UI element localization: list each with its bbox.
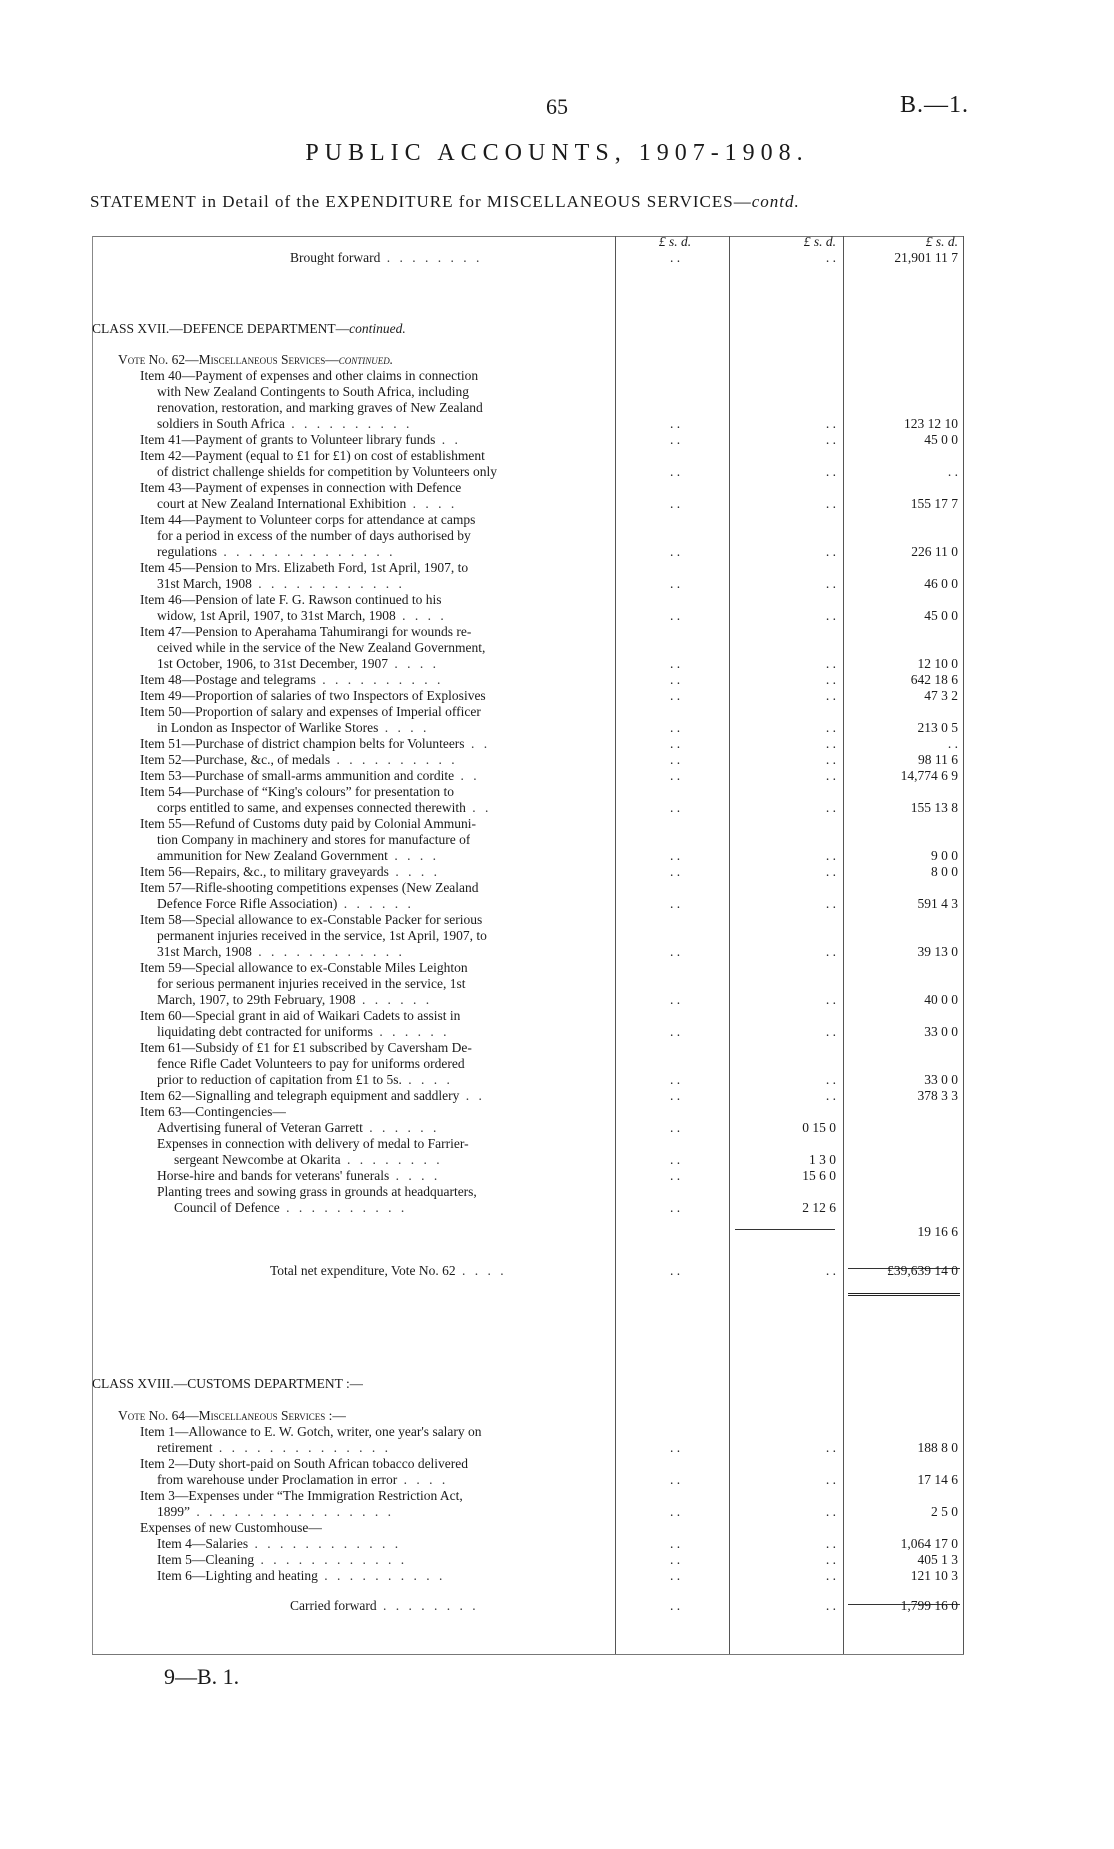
row-description: March, 1907, to 29th February, 1908 . . . . . . xyxy=(157,992,433,1007)
row-description: Item 6—Lighting and heating . . . . . . . . . . xyxy=(157,1568,446,1583)
amount-c3: 19 16 6 xyxy=(917,1224,958,1239)
amount-c1: . . xyxy=(669,1568,681,1583)
amount-c2: 2 12 6 xyxy=(802,1200,836,1215)
amount-c3: 40 0 0 xyxy=(924,992,958,1007)
amount-c3: 8 0 0 xyxy=(931,864,958,879)
row-description: Horse-hire and bands for veterans' funerals . . . . xyxy=(157,1168,441,1183)
amount-c3: 642 18 6 xyxy=(910,672,958,687)
table-row xyxy=(0,416,1114,432)
leader-dots: . . . . xyxy=(388,656,439,671)
leader-dots: . . . . xyxy=(387,848,439,863)
amount-c2: . . xyxy=(825,800,836,815)
leader-dots: . . . . . . . . . . xyxy=(315,672,444,687)
amount-c2: . . xyxy=(825,1024,836,1039)
amount-c3: 2 5 0 xyxy=(931,1504,958,1519)
leader-dots: . . . . . . . . xyxy=(340,1152,443,1167)
amount-c3: £39,639 14 0 xyxy=(887,1263,958,1278)
amount-c2: . . xyxy=(825,992,836,1007)
table-row xyxy=(0,672,1114,688)
leader-dots: . . . . . . . . . . xyxy=(284,416,413,431)
leader-dots: . . . . . . xyxy=(355,992,433,1007)
table-row xyxy=(0,976,1114,992)
row-description: CLASS XVII.—DEFENCE DEPARTMENT—continued. xyxy=(92,321,406,336)
amount-c1: . . xyxy=(669,1120,681,1135)
amount-c1: . . xyxy=(669,250,681,265)
amount-c2: . . xyxy=(825,608,836,623)
amount-c2: . . xyxy=(825,496,836,511)
amount-c2: . . xyxy=(825,720,836,735)
amount-c1: . . xyxy=(669,736,681,751)
amount-c3: 378 3 3 xyxy=(917,1088,958,1103)
row-description: Total net expenditure, Vote No. 62 . . . . xyxy=(270,1263,507,1278)
amount-c3: 226 11 0 xyxy=(911,544,958,559)
row-description: Item 40—Payment of expenses and other claims in connection xyxy=(140,368,479,383)
document-reference: B.—1. xyxy=(900,92,970,118)
row-description: retirement . . . . . . . . . . . . . . xyxy=(157,1440,391,1455)
table-row xyxy=(0,848,1114,864)
amount-c2: . . xyxy=(825,1568,836,1583)
row-description: Item 63—Contingencies— xyxy=(140,1104,286,1119)
table-row xyxy=(0,1456,1114,1472)
row-description: Item 49—Proportion of salaries of two Inspectors of Explosives xyxy=(140,688,486,703)
table-row xyxy=(0,1408,1114,1424)
row-description: Item 59—Special allowance to ex-Constable Miles Leighton xyxy=(140,960,468,975)
amount-c2: . . xyxy=(825,1263,836,1278)
table-row xyxy=(0,640,1114,656)
row-description: widow, 1st April, 1907, to 31st March, 1908 . . . . xyxy=(157,608,447,623)
leader-dots: . . . . . . . . . . xyxy=(330,752,458,767)
leader-dots: . . . . xyxy=(389,1168,441,1183)
amount-c3: 1,799 16 0 xyxy=(900,1598,958,1613)
leader-dots: . . xyxy=(454,768,480,783)
amount-c2: . . xyxy=(825,848,836,863)
table-row xyxy=(0,1088,1114,1104)
table-row xyxy=(0,832,1114,848)
table-row xyxy=(0,560,1114,576)
row-description: Carried forward . . . . . . . . xyxy=(290,1598,479,1613)
row-description: prior to reduction of capitation from £1 to 5s. . . . . xyxy=(157,1072,453,1087)
row-description: for serious permanent injuries received in the service, 1st xyxy=(157,976,466,991)
amount-c1: . . xyxy=(669,432,681,447)
amount-c2: . . xyxy=(825,1072,836,1087)
amount-c2: . . xyxy=(825,1504,836,1519)
amount-c2: . . xyxy=(825,944,836,959)
amount-c3: 155 13 8 xyxy=(910,800,958,815)
amount-c1: . . xyxy=(669,672,681,687)
amount-c2: 0 15 0 xyxy=(802,1120,836,1135)
leader-dots: . . . . . . . . . . . . xyxy=(251,576,405,591)
row-description: of district challenge shields for competition by Volunteers only xyxy=(157,464,497,479)
table-row xyxy=(0,656,1114,672)
amount-c1: . . xyxy=(669,864,681,879)
amount-c3: 123 12 10 xyxy=(904,416,958,431)
leader-dots: . . . . xyxy=(395,608,447,623)
row-description: Expenses in connection with delivery of medal to Farrier- xyxy=(157,1136,469,1151)
amount-c1: . . xyxy=(669,1504,681,1519)
amount-c3: 45 0 0 xyxy=(924,608,958,623)
table-row xyxy=(0,1120,1114,1136)
amount-c1: . . xyxy=(669,1598,681,1613)
row-description: Item 57—Rifle-shooting competitions expenses (New Zealand xyxy=(140,880,479,895)
row-description: sergeant Newcombe at Okarita . . . . . . . . xyxy=(174,1152,443,1167)
amount-c1: . . xyxy=(669,1472,681,1487)
row-description: Item 50—Proportion of salary and expenses of Imperial officer xyxy=(140,704,481,719)
amount-c3: 188 8 0 xyxy=(917,1440,958,1455)
amount-c1: . . xyxy=(669,1440,681,1455)
leader-dots: . . . . . . . . . . xyxy=(317,1568,446,1583)
amount-c1: . . xyxy=(669,656,681,671)
leader-dots: . . . . . . . . xyxy=(380,250,483,265)
leader-dots: . . xyxy=(435,432,461,447)
table-row xyxy=(0,1168,1114,1184)
amount-c2: . . xyxy=(825,656,836,671)
amount-c1: . . xyxy=(669,496,681,511)
row-description: 31st March, 1908 . . . . . . . . . . . . xyxy=(157,944,405,959)
table-row xyxy=(0,250,1114,266)
amount-c3: 1,064 17 0 xyxy=(900,1536,958,1551)
amount-c3: 47 3 2 xyxy=(924,688,958,703)
amount-c2: . . xyxy=(825,250,836,265)
table-row xyxy=(0,1472,1114,1488)
amount-c1: . . xyxy=(669,720,681,735)
amount-c2: . . xyxy=(825,544,836,559)
amount-c2: . . xyxy=(825,1536,836,1551)
amount-c1: . . xyxy=(669,1024,681,1039)
row-description: regulations . . . . . . . . . . . . . . xyxy=(157,544,396,559)
amount-c1: . . xyxy=(669,1088,681,1103)
amount-c1: . . xyxy=(669,1263,681,1278)
row-description: from warehouse under Proclamation in error . . . . xyxy=(157,1472,449,1487)
amount-c3: . . xyxy=(947,464,958,479)
leader-dots: . . . . xyxy=(401,1072,453,1087)
row-description: Expenses of new Customhouse— xyxy=(140,1520,322,1535)
table-row xyxy=(0,432,1114,448)
table-row xyxy=(0,480,1114,496)
amount-c3: 14,774 6 9 xyxy=(900,768,958,783)
amount-c1: . . xyxy=(669,1536,681,1551)
leader-dots: . . . . . . . . . . . . . . xyxy=(212,1440,391,1455)
statement-subtitle: STATEMENT in Detail of the EXPENDITURE for MISCELLANEOUS SERVICES—contd. xyxy=(90,192,800,211)
table-row xyxy=(0,234,1114,250)
table-row xyxy=(0,1056,1114,1072)
row-description: Item 41—Payment of grants to Volunteer library funds . . xyxy=(140,432,461,447)
table-row xyxy=(0,544,1114,560)
table-row xyxy=(0,448,1114,464)
table-row xyxy=(0,400,1114,416)
amount-c2: . . xyxy=(825,1440,836,1455)
amount-c1: . . xyxy=(669,1200,681,1215)
row-description: Defence Force Rifle Association) . . . . . . xyxy=(157,896,414,911)
amount-c2: 1 3 0 xyxy=(809,1152,836,1167)
row-description: CLASS XVIII.—CUSTOMS DEPARTMENT :— xyxy=(92,1376,364,1391)
leader-dots: . . . . . . xyxy=(372,1024,450,1039)
table-row xyxy=(0,321,1114,337)
amount-c3: 46 0 0 xyxy=(924,576,958,591)
table-row xyxy=(0,880,1114,896)
amount-c3: 9 0 0 xyxy=(931,848,958,863)
amount-c3: £ s. d. xyxy=(925,234,958,249)
row-description: 1899” . . . . . . . . . . . . . . . . xyxy=(157,1504,394,1519)
amount-c1: . . xyxy=(669,1072,681,1087)
row-description: Item 55—Refund of Customs duty paid by Colonial Ammuni- xyxy=(140,816,476,831)
row-description: Vote No. 64—Miscellaneous Services :— xyxy=(118,1408,346,1423)
amount-c2: . . xyxy=(825,1472,836,1487)
table-row xyxy=(0,592,1114,608)
amount-c2: . . xyxy=(825,672,836,687)
row-description: Planting trees and sowing grass in grounds at headquarters, xyxy=(157,1184,477,1199)
leader-dots: . . . . xyxy=(397,1472,449,1487)
amount-c2: . . xyxy=(825,432,836,447)
table-row xyxy=(0,1104,1114,1120)
table-row xyxy=(0,368,1114,384)
row-description: for a period in excess of the number of days authorised by xyxy=(157,528,471,543)
amount-c1: . . xyxy=(669,416,681,431)
amount-c1: . . xyxy=(669,1168,681,1183)
table-row xyxy=(0,1488,1114,1504)
leader-dots: . . xyxy=(464,736,491,751)
page-number: 65 xyxy=(546,94,568,119)
row-description: Item 47—Pension to Aperahama Tahumirangi for wounds re- xyxy=(140,624,472,639)
table-row xyxy=(0,912,1114,928)
row-description: renovation, restoration, and marking graves of New Zealand xyxy=(157,400,483,415)
table-row xyxy=(0,688,1114,704)
row-description: Item 43—Payment of expenses in connection with Defence xyxy=(140,480,462,495)
leader-dots: . . xyxy=(465,800,492,815)
table-row xyxy=(0,704,1114,720)
amount-c3: 17 14 6 xyxy=(917,1472,958,1487)
row-description: fence Rifle Cadet Volunteers to pay for uniforms ordered xyxy=(157,1056,465,1071)
row-description: Brought forward . . . . . . . . xyxy=(290,250,483,265)
table-row xyxy=(0,1200,1114,1216)
table-row xyxy=(0,1424,1114,1440)
amount-c3: 405 1 3 xyxy=(917,1552,958,1567)
amount-c1: £ s. d. xyxy=(658,234,692,249)
row-description: court at New Zealand International Exhibition . . . . xyxy=(157,496,458,511)
amount-c2: £ s. d. xyxy=(803,234,836,249)
leader-dots: . . . . . . . . . . xyxy=(279,1200,408,1215)
row-description: Item 1—Allowance to E. W. Gotch, writer, one year's salary on xyxy=(140,1424,482,1439)
table-row xyxy=(0,992,1114,1008)
amount-c2: . . xyxy=(825,736,836,751)
table-frame-bottom xyxy=(92,1654,964,1655)
row-description: 31st March, 1908 . . . . . . . . . . . . xyxy=(157,576,405,591)
row-description: Item 58—Special allowance to ex-Constable Packer for serious xyxy=(140,912,483,927)
row-description: Item 4—Salaries . . . . . . . . . . . . xyxy=(157,1536,402,1551)
table-row xyxy=(0,1520,1114,1536)
leader-dots: . . . . . . xyxy=(362,1120,440,1135)
leader-dots: . . . . xyxy=(378,720,430,735)
row-description: Item 60—Special grant in aid of Waikari Cadets to assist in xyxy=(140,1008,461,1023)
amount-c2: . . xyxy=(825,1088,836,1103)
table-row xyxy=(0,1024,1114,1040)
amount-c3: 33 0 0 xyxy=(924,1024,958,1039)
amount-c2: 15 6 0 xyxy=(802,1168,836,1183)
amount-c2: . . xyxy=(825,896,836,911)
page-title: PUBLIC ACCOUNTS, 1907-1908. xyxy=(305,140,809,166)
row-description: Advertising funeral of Veteran Garrett . . . . . . xyxy=(157,1120,440,1135)
row-description: Item 54—Purchase of “King's colours” for presentation to xyxy=(140,784,454,799)
amount-c2: . . xyxy=(825,1552,836,1567)
row-description: Item 62—Signalling and telegraph equipment and saddlery . . xyxy=(140,1088,485,1103)
amount-c1: . . xyxy=(669,848,681,863)
table-row xyxy=(0,352,1114,368)
row-description: with New Zealand Contingents to South Africa, including xyxy=(157,384,469,399)
table-row xyxy=(0,1552,1114,1568)
amount-c1: . . xyxy=(669,944,681,959)
amount-c2: . . xyxy=(825,416,836,431)
row-description: tion Company in machinery and stores for manufacture of xyxy=(157,832,471,847)
table-row xyxy=(0,1376,1114,1392)
amount-c3: 155 17 7 xyxy=(910,496,958,511)
amount-c2: . . xyxy=(825,752,836,767)
amount-c2: . . xyxy=(825,688,836,703)
amount-c3: 12 10 0 xyxy=(917,656,958,671)
leader-dots: . . . . . . . . . . . . . . . . xyxy=(190,1504,394,1519)
row-description: soldiers in South Africa . . . . . . . . . . xyxy=(157,416,413,431)
amount-c1: . . xyxy=(669,896,681,911)
leader-dots: . . . . xyxy=(388,864,440,879)
amount-c3: 121 10 3 xyxy=(910,1568,958,1583)
amount-c1: . . xyxy=(669,800,681,815)
row-description: ceived while in the service of the New Zealand Government, xyxy=(157,640,486,655)
table-row xyxy=(0,960,1114,976)
row-description: Item 61—Subsidy of £1 for £1 subscribed by Caversham De- xyxy=(140,1040,472,1055)
row-description: Item 2—Duty short-paid on South African tobacco delivered xyxy=(140,1456,469,1471)
table-row xyxy=(0,720,1114,736)
table-row xyxy=(0,864,1114,880)
row-description: Item 56—Repairs, &c., to military graveyards . . . . xyxy=(140,864,440,879)
leader-dots: . . . . . . . . . . . . . . xyxy=(217,544,396,559)
table-row xyxy=(0,1184,1114,1200)
amount-c1: . . xyxy=(669,576,681,591)
leader-dots: . . . . . . . . . . . . xyxy=(251,944,405,959)
amount-c2: . . xyxy=(825,864,836,879)
row-description: Item 51—Purchase of district champion belts for Volunteers . . xyxy=(140,736,491,751)
amount-c2: . . xyxy=(825,464,836,479)
amount-c3: . . xyxy=(947,736,958,751)
table-row xyxy=(0,1568,1114,1584)
amount-c3: 33 0 0 xyxy=(924,1072,958,1087)
row-description: Council of Defence . . . . . . . . . . xyxy=(174,1200,408,1215)
row-description: Item 44—Payment to Volunteer corps for attendance at camps xyxy=(140,512,476,527)
amount-c1: . . xyxy=(669,544,681,559)
amount-c1: . . xyxy=(669,768,681,783)
row-description: Item 3—Expenses under “The Immigration Restriction Act, xyxy=(140,1488,463,1503)
row-description: Item 42—Payment (equal to £1 for £1) on cost of establishment xyxy=(140,448,485,463)
table-row xyxy=(0,928,1114,944)
table-row xyxy=(0,464,1114,480)
table-row xyxy=(0,944,1114,960)
row-description: ammunition for New Zealand Government . . . . xyxy=(157,848,439,863)
table-row xyxy=(0,1136,1114,1152)
amount-c2: . . xyxy=(825,768,836,783)
amount-c3: 213 0 5 xyxy=(917,720,958,735)
table-row xyxy=(0,512,1114,528)
row-description: Vote No. 62—Miscellaneous Services—continued. xyxy=(118,352,394,367)
table-row xyxy=(0,608,1114,624)
table-row xyxy=(0,528,1114,544)
row-description: 1st October, 1906, to 31st December, 1907 . . . . xyxy=(157,656,439,671)
leader-dots: . . . . . . . . . . . . xyxy=(248,1536,402,1551)
amount-c1: . . xyxy=(669,1552,681,1567)
leader-dots: . . . . xyxy=(455,1263,507,1278)
table-row xyxy=(0,384,1114,400)
table-row xyxy=(0,1072,1114,1088)
row-description: Item 53—Purchase of small-arms ammunition and cordite . . xyxy=(140,768,480,783)
leader-dots: . . . . xyxy=(406,496,458,511)
amount-c3: 98 11 6 xyxy=(918,752,958,767)
table-row xyxy=(0,752,1114,768)
amount-c3: 45 0 0 xyxy=(924,432,958,447)
table-row xyxy=(0,496,1114,512)
amount-c1: . . xyxy=(669,688,681,703)
row-description: in London as Inspector of Warlike Stores . . . . xyxy=(157,720,430,735)
table-row xyxy=(0,800,1114,816)
row-description: Item 52—Purchase, &c., of medals . . . . . . . . . . xyxy=(140,752,458,767)
leader-dots: . . xyxy=(459,1088,485,1103)
amount-c1: . . xyxy=(669,752,681,767)
amount-c2: . . xyxy=(825,1598,836,1613)
table-row xyxy=(0,576,1114,592)
table-row xyxy=(0,1152,1114,1168)
table-row xyxy=(0,1504,1114,1520)
footer-signature: 9—B. 1. xyxy=(164,1664,240,1689)
amount-c3: 21,901 11 7 xyxy=(894,250,958,265)
table-row xyxy=(0,1040,1114,1056)
leader-dots: . . . . . . xyxy=(337,896,414,911)
table-row xyxy=(0,624,1114,640)
row-description: Item 5—Cleaning . . . . . . . . . . . . xyxy=(157,1552,408,1567)
leader-dots: . . . . . . . . xyxy=(376,1598,479,1613)
row-description: permanent injuries received in the service, 1st April, 1907, to xyxy=(157,928,487,943)
amount-c1: . . xyxy=(669,992,681,1007)
table-row xyxy=(0,896,1114,912)
table-row xyxy=(0,768,1114,784)
row-description: liquidating debt contracted for uniforms . . . . . . xyxy=(157,1024,450,1039)
amount-c3: 591 4 3 xyxy=(917,896,958,911)
leader-dots: . . . . . . . . . . . . xyxy=(254,1552,408,1567)
amount-c1: . . xyxy=(669,608,681,623)
table-row xyxy=(0,1440,1114,1456)
table-row xyxy=(0,1263,1114,1279)
row-description: Item 48—Postage and telegrams . . . . . . . . . . xyxy=(140,672,444,687)
amount-c2: . . xyxy=(825,576,836,591)
amount-c1: . . xyxy=(669,1152,681,1167)
table-row xyxy=(0,736,1114,752)
table-row xyxy=(0,816,1114,832)
table-row xyxy=(0,784,1114,800)
table-row xyxy=(0,1598,1114,1614)
amount-c3: 39 13 0 xyxy=(917,944,958,959)
row-description: Item 45—Pension to Mrs. Elizabeth Ford, 1st April, 1907, to xyxy=(140,560,469,575)
table-row xyxy=(0,1536,1114,1552)
amount-c1: . . xyxy=(669,464,681,479)
table-row xyxy=(0,1224,1114,1240)
row-description: corps entitled to same, and expenses connected therewith . . xyxy=(157,800,492,815)
row-description: Item 46—Pension of late F. G. Rawson continued to his xyxy=(140,592,442,607)
table-row xyxy=(0,1008,1114,1024)
